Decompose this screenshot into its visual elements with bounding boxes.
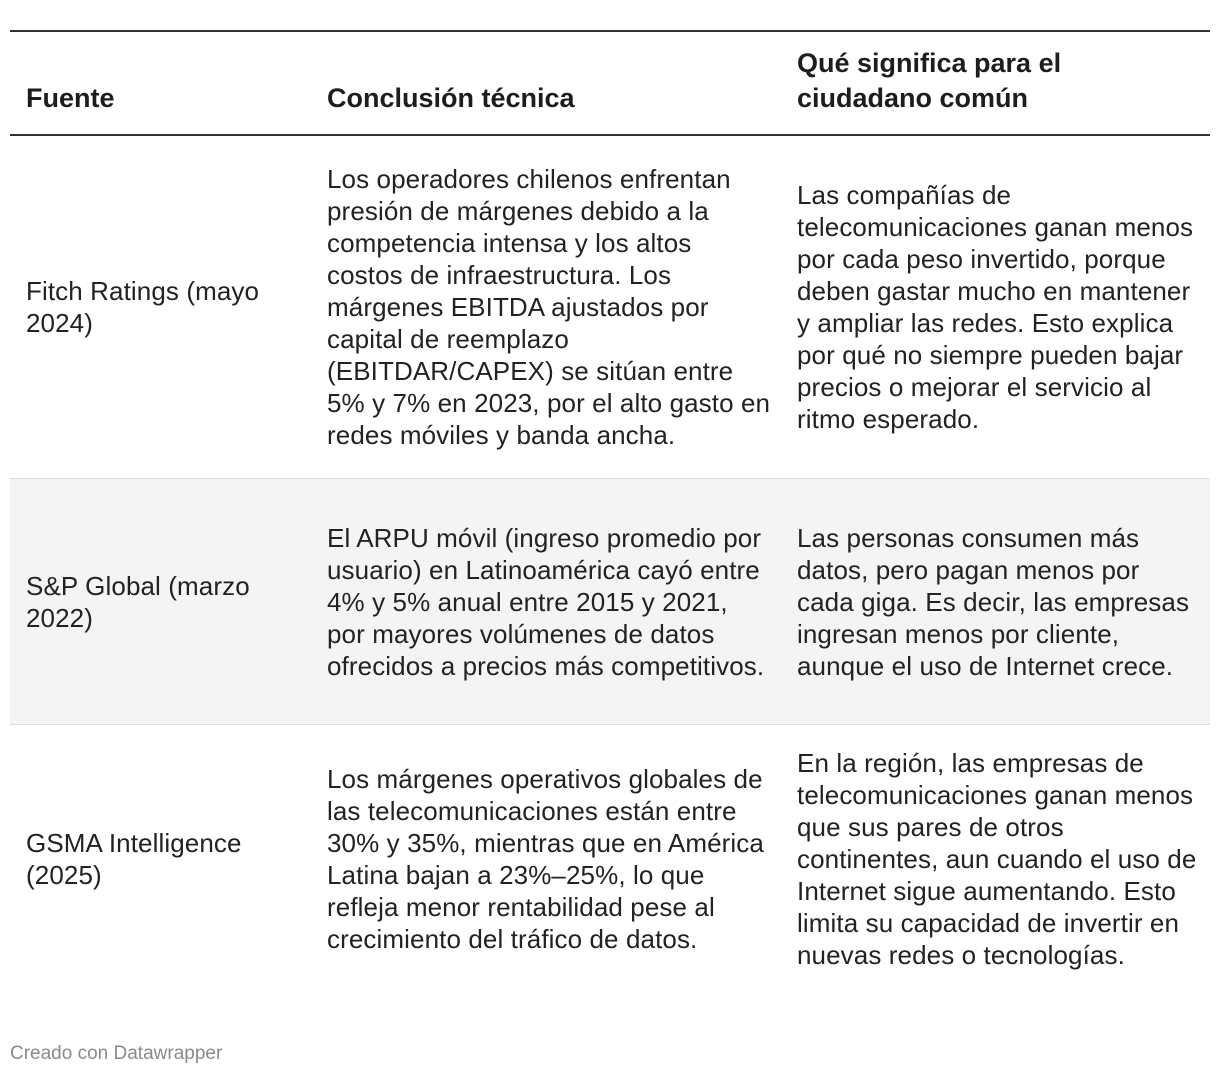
cell-conclusion: Los márgenes operativos globales de las telecomunicaciones están entre 30% y 35%, mientras que en América Latina bajan a 23%–25%, lo que refleja menor rentabilidad pese al crecimiento del tráfico de datos. [327,764,764,954]
cell-conclusion: Los operadores chilenos enfrentan presión de márgenes debido a la competencia intensa y los altos costos de infraestructura. Los márgenes EBITDA ajustados por capital de reemplazo (EBITDAR/CAPEX) se sitúan entre 5% y 7% en 2023, por el alto gasto en redes móviles y banda ancha. [327,164,771,450]
table-row [10,479,1210,725]
table-header [10,31,1210,135]
header-technical-conclusion: Conclusión técnica [327,83,575,113]
data-table-container [10,30,1210,993]
header-source: Fuente [26,83,115,113]
table-body [10,135,1210,993]
comparison-table [10,30,1210,993]
cell-source: Fitch Ratings (mayo 2024) [26,276,260,338]
header-row [10,31,1210,135]
header-citizen-meaning: Qué significa para el ciudadano común [797,48,1062,113]
footer-credit: Creado con Datawrapper [10,1043,223,1064]
cell-source: S&P Global (marzo 2022) [26,570,250,633]
table-row [10,725,1210,994]
cell-meaning: En la región, las empresas de telecomunicaciones ganan menos que sus pares de otros continentes, aun cuando el uso de Internet sigue aumentando. Esto limita su capacidad de invertir en nuevas redes o tecnologías. [797,748,1197,970]
cell-meaning: Las compañías de telecomunicaciones ganan menos por cada peso invertido, porque deben gastar mucho en mantener y ampliar las redes. Esto explica por qué no siempre pueden bajar precios o mejorar el servicio al ritmo esperado. [797,180,1194,434]
cell-conclusion: El ARPU móvil (ingreso promedio por usuario) en Latinoamérica cayó entre 4% y 5% anual entre 2015 y 2021, por mayores volúmenes de datos ofrecidos a precios más competitivos. [327,522,765,681]
cell-source: GSMA Intelligence (2025) [26,828,242,890]
table-row [10,135,1210,479]
cell-meaning: Las personas consumen más datos, pero pagan menos por cada giga. Es decir, las empresas ingresan menos por cliente, aunque el uso de Internet crece. [797,522,1190,681]
